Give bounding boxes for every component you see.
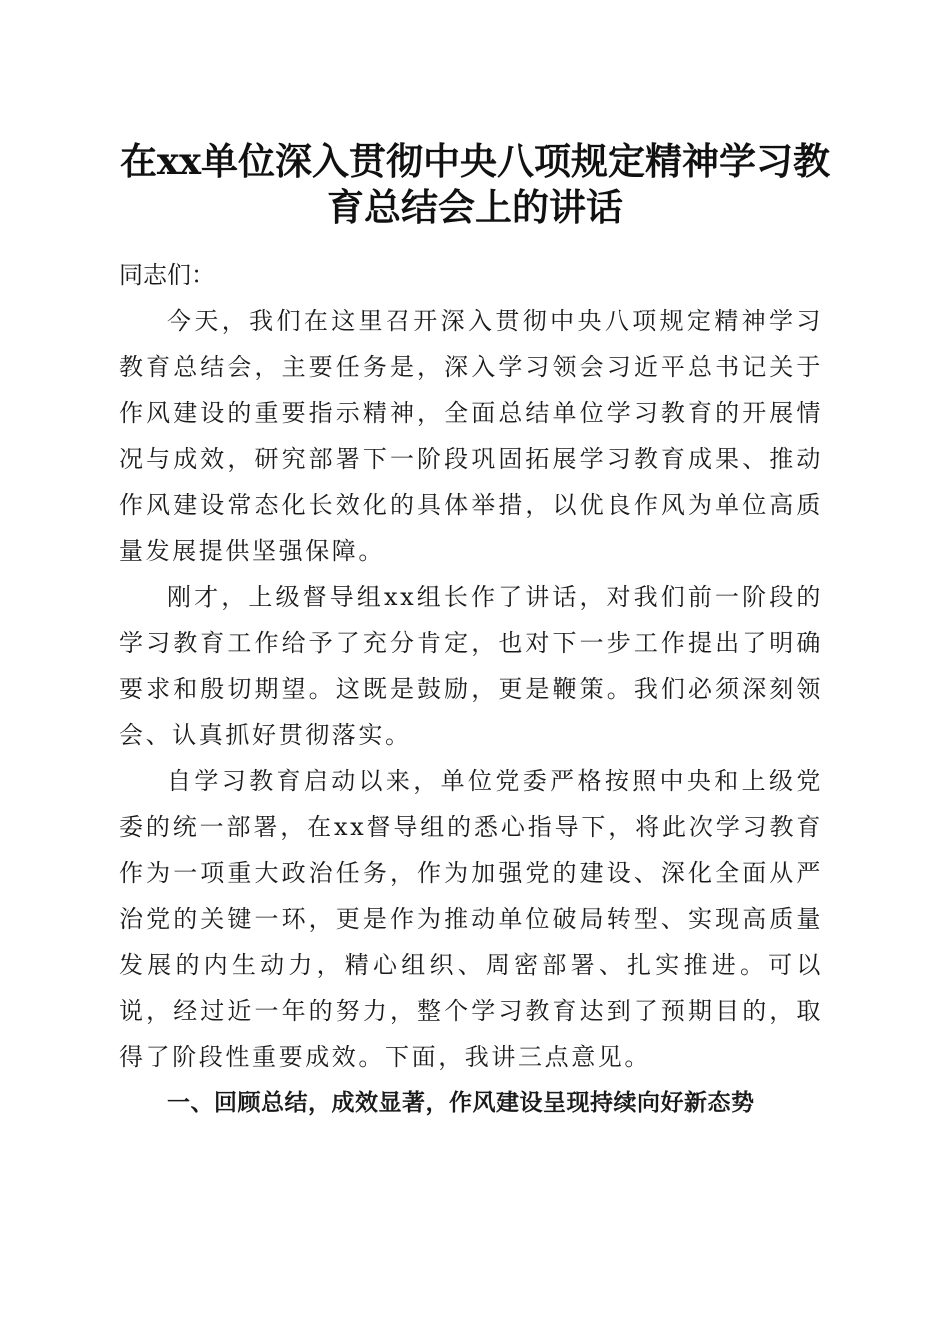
document-body [119, 252, 823, 1126]
paragraph-inspection-remarks: 刚才，上级督导组xx组长作了讲话，对我们前一阶段的学习教育工作给予了充分肯定，也对下一步工作提出了明确要求和殷切期望。这既是鼓励，更是鞭策。我们必须深刻领会、认真抓好贯彻落实。 [119, 583, 823, 749]
title-line-1: 在xx单位深入贯彻中央八项规定精神学习教 [119, 139, 831, 183]
document-title [110, 138, 840, 230]
salutation: 同志们： [119, 261, 215, 289]
paragraph-opening: 今天，我们在这里召开深入贯彻中央八项规定精神学习教育总结会，主要任务是，深入学习领会习近平总书记关于作风建设的重要指示精神，全面总结单位学习教育的开展情况与成效，研究部署下一阶段巩固拓展学习教育成果、推动作风建设常态化长效化的具体举措，以优良作风为单位高质量发展提供坚强保障。 [119, 307, 823, 565]
paragraph-progress-summary: 自学习教育启动以来，单位党委严格按照中央和上级党委的统一部署，在xx督导组的悉心指导下，将此次学习教育作为一项重大政治任务，作为加强党的建设、深化全面从严治党的关键一环，更是作为推动单位破局转型、实现高质量发展的内生动力，精心组织、周密部署、扎实推进。可以说，经过近一年的努力，整个学习教育达到了预期目的，取得了阶段性重要成效。下面，我讲三点意见。 [119, 767, 823, 1071]
section-heading-one: 一、回顾总结，成效显著，作风建设呈现持续向好新态势 [167, 1090, 755, 1116]
title-line-2: 育总结会上的讲话 [327, 185, 623, 229]
